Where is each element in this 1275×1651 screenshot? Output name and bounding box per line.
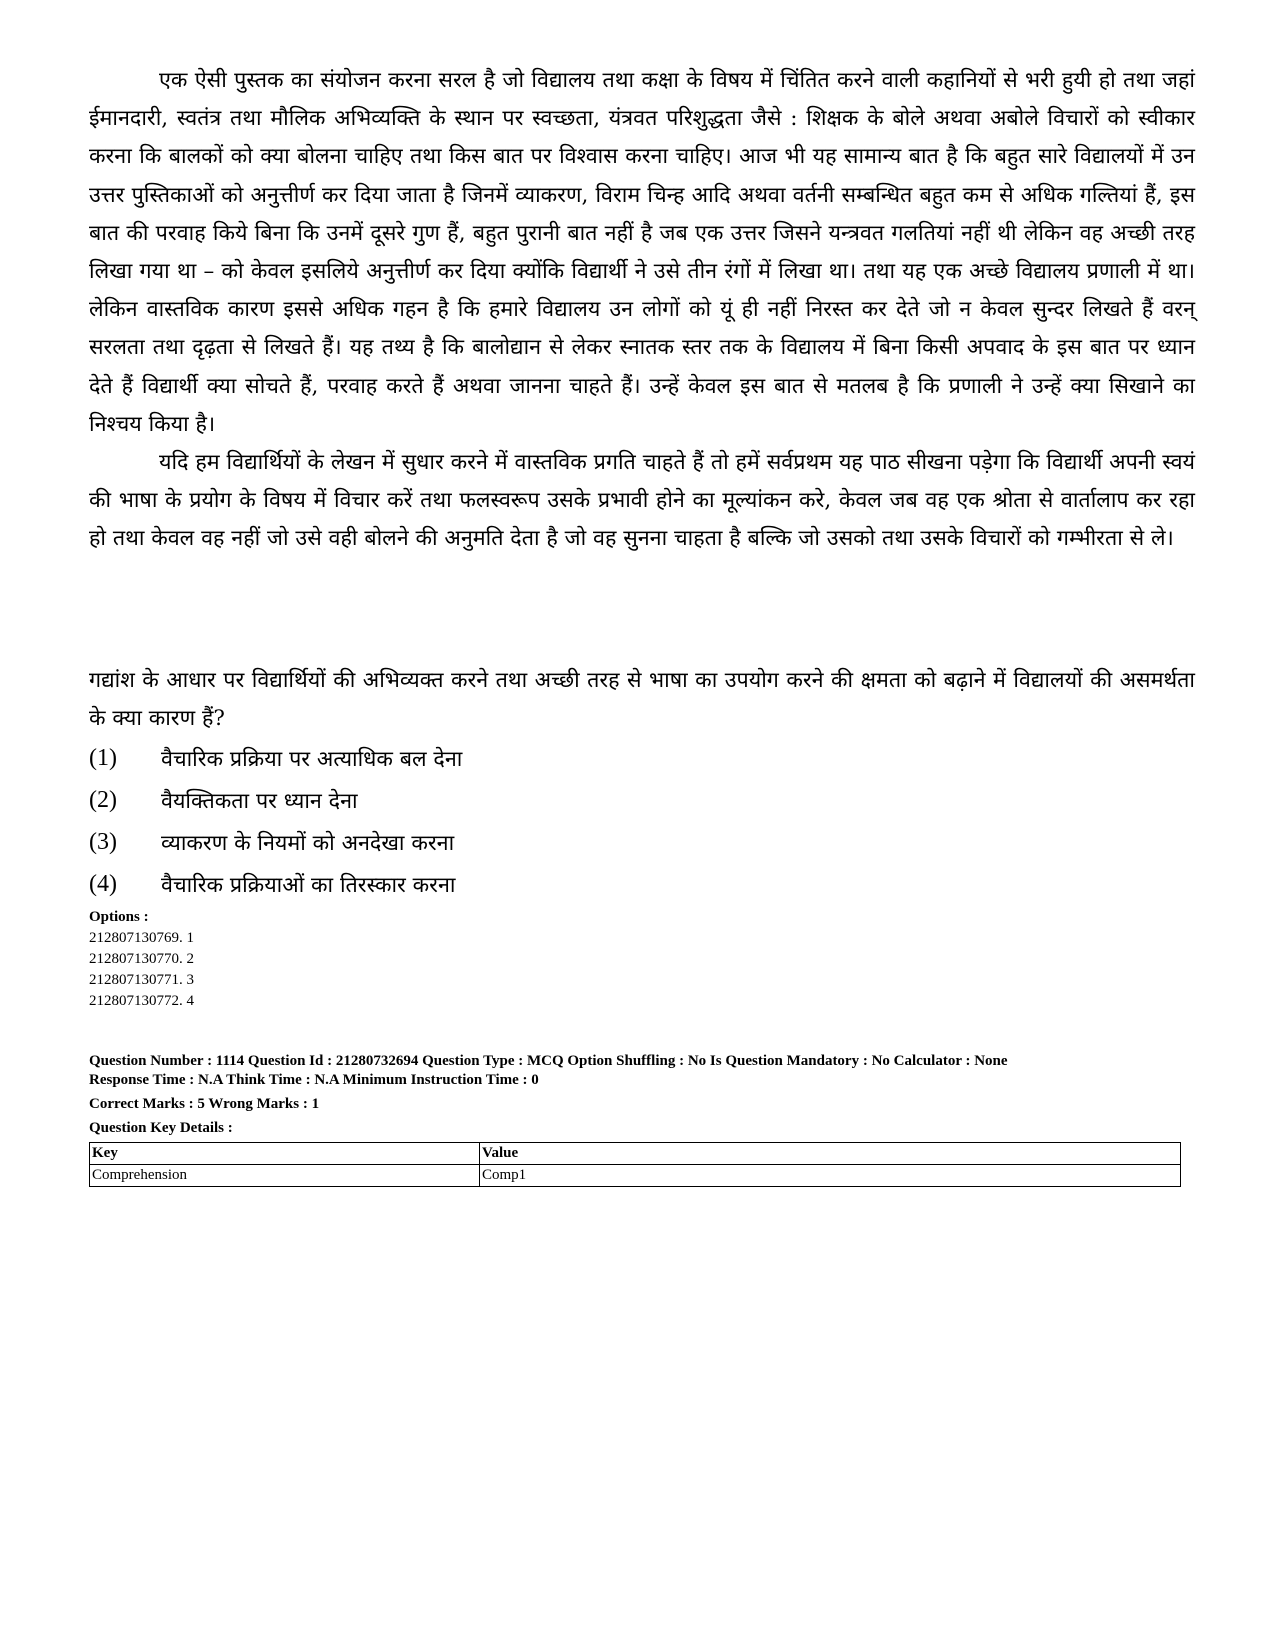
choice-number: (4) xyxy=(89,870,117,897)
choice-1 xyxy=(89,737,1189,779)
option-id-4: 212807130772. 4 xyxy=(89,993,194,1009)
table-cell-value: Comp1 xyxy=(480,1165,1181,1187)
answer-choices xyxy=(89,737,1189,905)
question-key-table xyxy=(89,1142,1181,1187)
option-id-3: 212807130771. 3 xyxy=(89,972,194,988)
choice-2 xyxy=(89,779,1189,821)
choice-number: (2) xyxy=(89,786,117,813)
choice-text: वैचारिक प्रक्रिया पर अत्याधिक बल देना xyxy=(161,746,463,772)
options-list xyxy=(89,907,194,1012)
meta-timing: Response Time : N.A Think Time : N.A Minimum Instruction Time : 0 xyxy=(89,1072,539,1088)
table-header-value: Value xyxy=(480,1143,1181,1165)
table-cell-key: Comprehension xyxy=(90,1165,480,1187)
comprehension-passage xyxy=(89,62,1195,559)
choice-3 xyxy=(89,821,1189,863)
passage-paragraph-2: यदि हम विद्यार्थियों के लेखन में सुधार करने में वास्तविक प्रगति चाहते हैं तो हमें सर्वप्रथम यह पाठ सीखना पड़ेगा कि विद्यार्थी अपनी स्वयं की भाषा के प्रयोग के विषय में विचार करें तथा फलस्वरूप उसके प्रभावी होने का मूल्यांकन करे, केवल जब वह एक श्रोता से वार्तालाप कर रहा हो तथा केवल वह नहीं जो उसे वही बोलने की अनुमति देता है जो वह सुनना चाहता है बल्कि जो उसको तथा उसके विचारों को गम्भीरता से ले। xyxy=(89,450,1195,552)
table-row xyxy=(90,1165,1181,1187)
options-title: Options : xyxy=(89,909,149,925)
choice-4 xyxy=(89,863,1189,905)
meta-question-info: Question Number : 1114 Question Id : 21280732694 Question Type : MCQ Option Shuffling : No Is Question Mandatory : No Calculator : None xyxy=(89,1053,1008,1069)
choice-text: वैचारिक प्रक्रियाओं का तिरस्कार करना xyxy=(161,872,456,898)
choice-number: (1) xyxy=(89,744,117,771)
table-header-row xyxy=(90,1143,1181,1165)
choice-text: व्याकरण के नियमों को अनदेखा करना xyxy=(161,830,455,856)
option-id-2: 212807130770. 2 xyxy=(89,951,194,967)
passage-paragraph-1: एक ऐसी पुस्तक का संयोजन करना सरल है जो विद्यालय तथा कक्षा के विषय में चिंतित करने वाली कहानियों से भरी हुयी हो तथा जहां ईमानदारी, स्वतंत्र तथा मौलिक अभिव्यक्ति के स्थान पर स्वच्छता, यंत्रवत परिशुद्धता जैसे : शिक्षक के बोले अथवा अबोले विचारों को स्वीकार करना कि बालकों को क्या बोलना चाहिए तथा किस बात पर विश्वास करना चाहिए। आज भी यह सामान्य बात है कि बहुत सारे विद्यालयों में उन उत्तर पुस्तिकाओं को अनुत्तीर्ण कर दिया जाता है जिनमें व्याकरण, विराम चिन्ह आदि अथवा वर्तनी सम्बन्धित बहुत कम से अधिक गल्तियां हैं, इस बात की परवाह किये बिना कि उनमें दूसरे गुण हैं, बहुत पुरानी बात नहीं है जब एक उत्तर जिसने यन्त्रवत गलतियां नहीं थी लेकिन वह अच्छी तरह लिखा गया था – को केवल इसलिये अनुत्तीर्ण कर दिया क्योंकि विद्यार्थी ने उसे तीन रंगों में लिखा था। तथा यह एक अच्छे विद्यालय प्रणाली में था। लेकिन वास्तविक कारण इससे अधिक गहन है कि हमारे विद्यालय उन लोगों को यूं ही नहीं निरस्त कर देते जो न केवल सुन्दर लिखते हैं वरन् सरलता तथा दृढ़ता से लिखते हैं। यह तथ्य है कि बालोद्यान से लेकर स्नातक स्तर तक के विद्यालय में बिना किसी अपवाद के इस बात पर ध्यान देते हैं विद्यार्थी क्या सोचते हैं, परवाह करते हैं अथवा जानना चाहते हैं। उन्हें केवल इस बात से मतलब है कि प्रणाली ने उन्हें क्या सिखाने का निश्चय किया है। xyxy=(89,68,1195,437)
choice-number: (3) xyxy=(89,828,117,855)
question-metadata xyxy=(89,1052,1209,1138)
choice-text: वैयक्तिकता पर ध्यान देना xyxy=(161,788,358,814)
question-text: गद्यांश के आधार पर विद्यार्थियों की अभिव्यक्त करने तथा अच्छी तरह से भाषा का उपयोग करने की क्षमता को बढ़ाने में विद्यालयों की असमर्थता के क्या कारण हैं? xyxy=(89,668,1195,732)
table-header-key: Key xyxy=(90,1143,480,1165)
option-id-1: 212807130769. 1 xyxy=(89,930,194,946)
meta-marks: Correct Marks : 5 Wrong Marks : 1 xyxy=(89,1096,320,1112)
meta-key-details-title: Question Key Details : xyxy=(89,1120,233,1136)
